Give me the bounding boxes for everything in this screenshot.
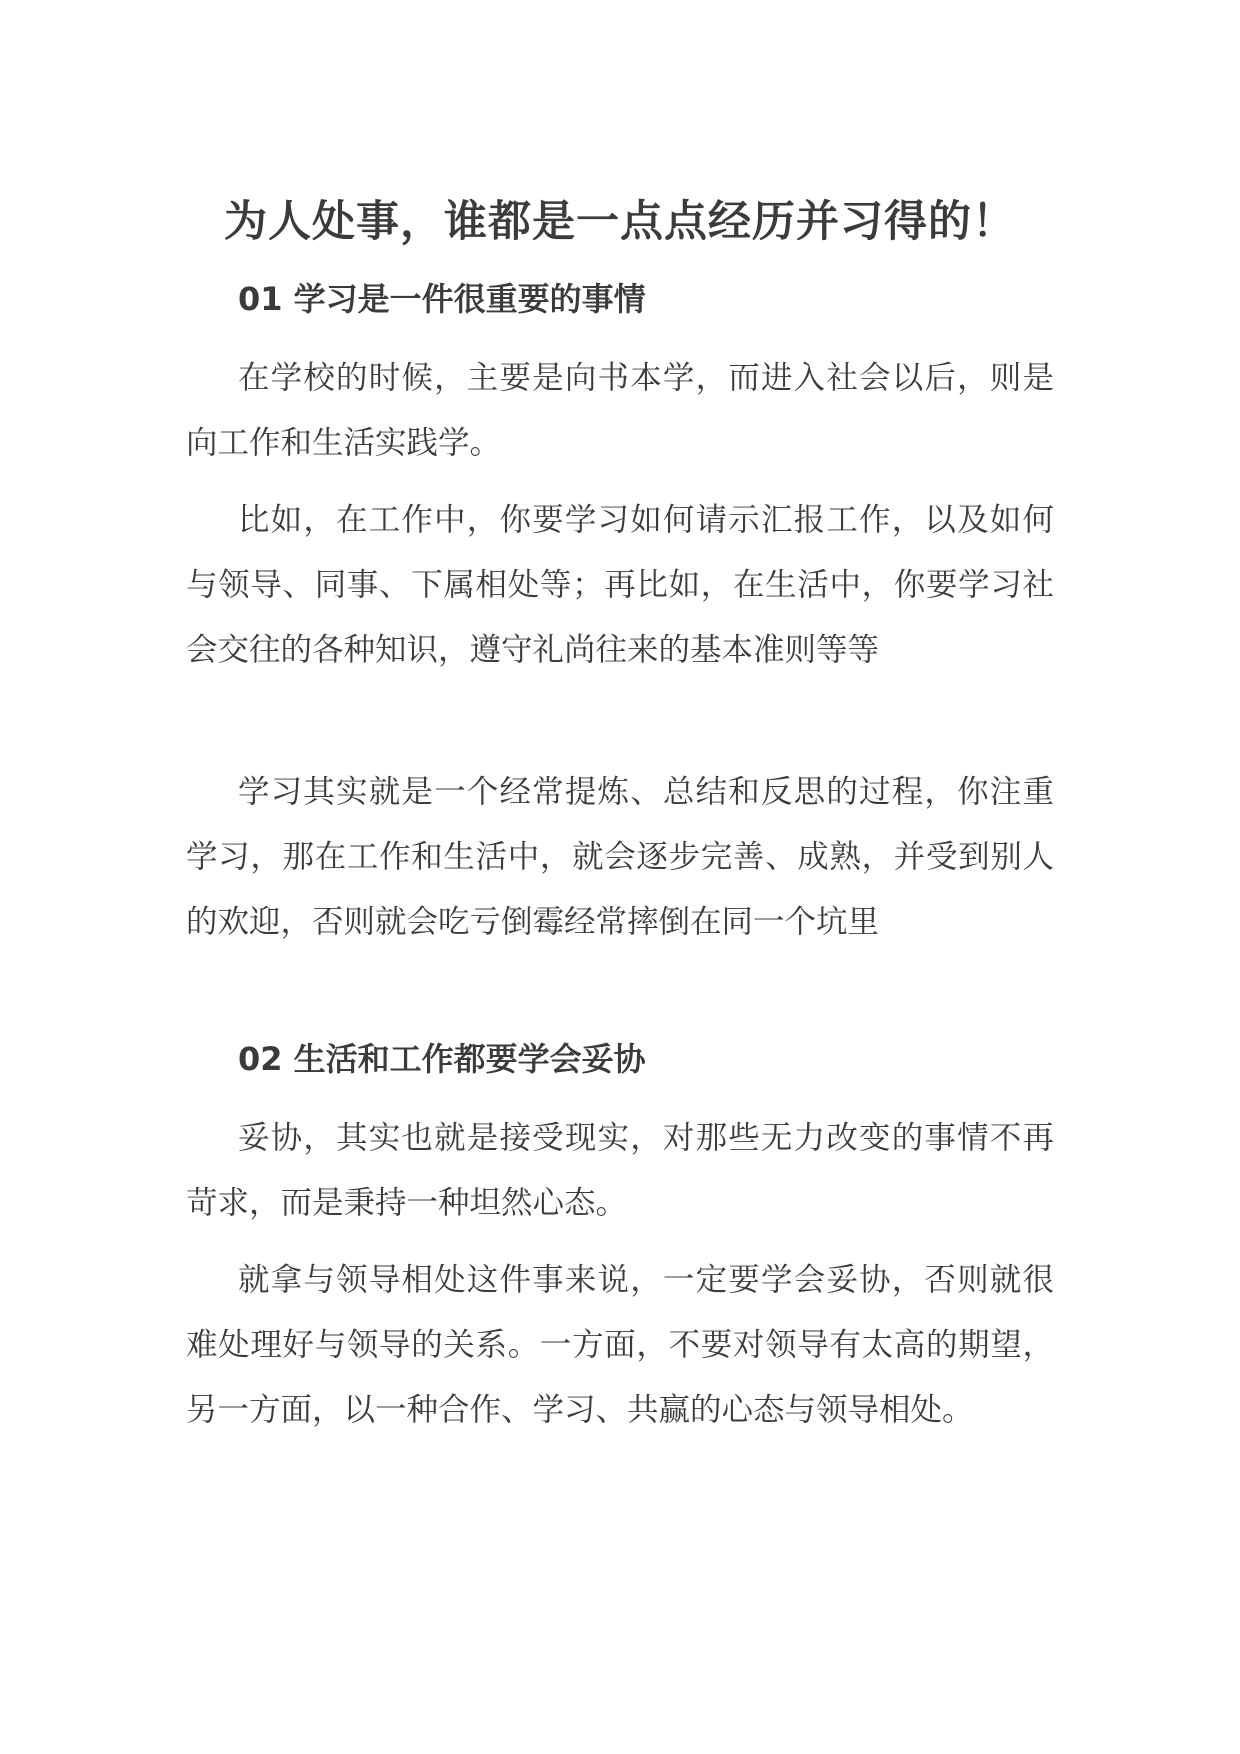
paragraph: 在学校的时候，主要是向书本学，而进入社会以后，则是向工作和生活实践学。: [186, 360, 1054, 461]
section-heading-01: 01 学习是一件很重要的事情: [238, 280, 646, 318]
paragraph: 学习其实就是一个经常提炼、总结和反思的过程，你注重学习，那在工作和生活中，就会逐步完善、成熟，并受到别人的欢迎，否则就会吃亏倒霉经常摔倒在同一个坑里: [186, 774, 1054, 940]
section-heading-02: 02 生活和工作都要学会妥协: [238, 1040, 646, 1078]
paragraph: 妥协，其实也就是接受现实，对那些无力改变的事情不再苛求，而是秉持一种坦然心态。: [186, 1120, 1054, 1221]
paragraph: 比如，在工作中，你要学习如何请示汇报工作，以及如何与领导、同事、下属相处等；再比如，在生活中，你要学习社会交往的各种知识，遵守礼尚往来的基本准则等等: [186, 502, 1054, 668]
document-title: 为人处事，谁都是一点点经历并习得的！: [224, 197, 1016, 247]
paragraph: 就拿与领导相处这件事来说，一定要学会妥协，否则就很难处理好与领导的关系。一方面，不要对领导有太高的期望，另一方面，以一种合作、学习、共赢的心态与领导相处。: [186, 1262, 1054, 1428]
